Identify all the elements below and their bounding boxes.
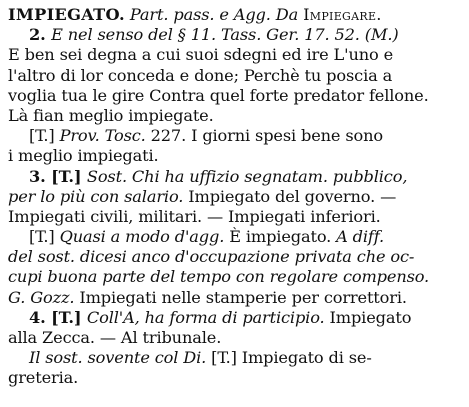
sense-4-line: 4. [T.] Coll'A, ha forma di participio. Impiegato <box>29 307 412 327</box>
quote-line: Là fian meglio impiegate. <box>8 105 214 125</box>
note-line: Il sost. sovente col Di. [T.] Impiegato di se- <box>29 348 372 368</box>
definition-line: per lo più con salario. Impiegato del governo. — <box>8 186 397 206</box>
sense-number: 3. [T.] <box>29 166 87 186</box>
source-marker: (M.) <box>364 25 399 45</box>
example-line: Impiegati civili, militari. — Impiegati inferiori. <box>8 206 381 226</box>
entry-header-line <box>8 5 463 25</box>
quote-line: voglia tua le gire Contra quel forte predator fellone. <box>8 85 429 105</box>
proverb-citation: Prov. Tosc. <box>59 126 146 146</box>
sense-3-line <box>8 167 463 187</box>
quote-line: l'altro di lor conceda e done; Perchè tu poscia a <box>8 65 393 85</box>
citation: E nel senso del § 11. Tass. Ger. 17. 52. <box>51 25 360 45</box>
note-line: greteria. <box>8 368 79 388</box>
headword: IMPIEGATO. <box>8 5 125 24</box>
subsense-line: cupi buona parte del tempo con regolare compenso. <box>8 267 430 287</box>
proverb-line: [T.] Prov. Tosc. 227. I giorni spesi bene sono <box>29 126 383 146</box>
citation-line: G. Gozz. Impiegati nelle stamperie per correttori. <box>8 287 407 307</box>
source-word: Impiegare. <box>303 5 382 24</box>
part-of-speech: Part. pass. e Agg. Da <box>129 5 299 24</box>
sense-2-line <box>8 25 463 45</box>
sense-number: 2. <box>29 25 52 45</box>
subsense-line: del sost. dicesi anco d'occupazione privata che oc- <box>8 247 415 267</box>
example-line: alla Zecca. — Al tribunale. <box>8 328 222 347</box>
subsense-line: [T.] Quasi a modo d'agg. È impiegato. A diff. <box>29 227 385 247</box>
quote-line: E ben sei degna a cui suoi sdegni ed ire L'uno e <box>8 45 394 65</box>
sense-number: 4. [T.] <box>29 307 87 327</box>
proverb-line: i meglio impiegati. <box>8 146 159 166</box>
definition: Sost. Chi ha uffizio segnatam. pubblico, <box>86 166 408 186</box>
